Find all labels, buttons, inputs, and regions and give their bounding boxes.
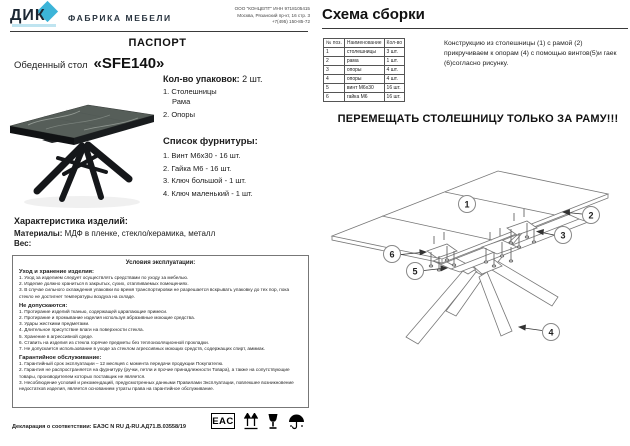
col-qty: Кол-во	[384, 39, 405, 48]
col-position: № поз.	[324, 39, 345, 48]
cell-name: винт М6х30	[344, 84, 384, 93]
table-row	[324, 48, 405, 57]
cell-name: рама	[344, 57, 384, 66]
condition-item: 7. Не допускается использование в уходе за стеклом агрессивных моющих средств, содержащих спирт, аммиак.	[19, 346, 266, 352]
callout-4: 4	[548, 327, 554, 338]
table-row	[324, 93, 405, 102]
section-items	[19, 361, 302, 392]
section-heading: Гарантийное обслуживание:	[19, 355, 102, 362]
cell-name: опоры	[344, 75, 384, 84]
condition-item: 3. Удары жесткими предметами.	[19, 321, 90, 327]
table-row	[324, 57, 405, 66]
materials-line	[14, 229, 312, 238]
packaging-symbols	[211, 410, 305, 432]
col-name: Наименование	[344, 39, 384, 48]
hardware-item: 3. Ключ большой - 1 шт.	[163, 176, 247, 185]
packages-label: Кол-во упаковок:	[163, 74, 240, 84]
condition-item: 5. Хранение в агрессивной среде.	[19, 333, 94, 339]
section-heading: Не допускаются:	[19, 302, 68, 309]
materials-label: Материалы:	[14, 229, 63, 238]
hardware-item: 2. Гайка М6 - 16 шт.	[163, 163, 232, 173]
table-row	[324, 66, 405, 75]
product-photo	[0, 98, 160, 213]
condition-item: 2. Гарантия не распространяется на фурнитуру (ручки, петли и прочие принадлежности Товара), а также на сопутствующие товары, производителем которых поставщик не является.	[19, 367, 290, 379]
callout-5: 5	[412, 266, 418, 277]
company-line: Москва, Рязанский пр-кт, 16 стр. 3	[237, 12, 310, 18]
declaration-of-conformity: Декларация о соответствии: ЕАЭС N RU Д-RU.АД71.В.03558/19	[12, 424, 186, 430]
materials-value: МДФ в пленке, стекло/керамика, металл	[64, 229, 216, 238]
assembly-title: Схема сборки	[322, 6, 628, 29]
cell-qty: 1 шт.	[384, 57, 405, 66]
this-way-up-icon	[244, 413, 258, 430]
product-type: Обеденный стол	[14, 60, 88, 71]
cell-qty: 16 шт.	[384, 93, 405, 102]
company-info	[218, 6, 310, 26]
weight-label: Вес:	[14, 239, 32, 248]
package-item: 2. Опоры	[163, 110, 195, 119]
packages-value: 2 шт.	[242, 74, 263, 84]
hardware-list	[163, 150, 313, 200]
product-name: «SFE140»	[93, 55, 165, 72]
conditions-warranty-section	[19, 355, 302, 392]
condition-item: 1. Гарантийный срок эксплуатации – 12 месяцев с момента передачи продукции Покупателю.	[19, 361, 224, 367]
company-line: ООО "КОНЦЕПТ" ИНН 9718105415	[234, 6, 310, 11]
brand-subtitle: ФАБРИКА МЕБЕЛИ	[68, 13, 172, 23]
package-item: Рама	[172, 97, 191, 106]
parts-table	[323, 38, 405, 102]
assembly-diagram	[330, 148, 630, 444]
section-items	[19, 309, 302, 352]
callout-3: 3	[560, 230, 566, 241]
fragile-glass-icon	[267, 413, 279, 430]
condition-item: 2. Протирание и промывание изделия используя абразивные моющие средства.	[19, 315, 196, 321]
product-title	[14, 55, 164, 72]
table-row	[324, 84, 405, 93]
cell-qty: 16 шт.	[384, 84, 405, 93]
assembly-warning: ПЕРЕМЕЩАТЬ СТОЛЕШНИЦУ ТОЛЬКО ЗА РАМУ!!!	[337, 113, 619, 125]
condition-item: 1. Протирание изделий тканью, содержащей царапающие примеси.	[19, 308, 168, 314]
conditions-care-section	[19, 269, 302, 300]
hardware-item: 1. Винт М6х30 - 16 шт.	[163, 151, 241, 160]
section-heading: Уход и хранение изделия:	[19, 269, 94, 275]
cell-position: 6	[324, 93, 345, 102]
callout-1: 1	[464, 199, 470, 210]
condition-item: 3. Несоблюдение условий и рекомендаций, предусмотренных данными Правилами Эксплуатации, повлекшее возникновение недостатков изделия, является основанием утраты права на гарантийное обслуживание.	[19, 379, 294, 392]
brand-mark	[10, 6, 62, 30]
conditions-notallowed-section	[19, 303, 302, 352]
parts-table-header-row	[324, 39, 405, 48]
keep-dry-umbrella-icon	[288, 413, 305, 430]
cell-qty: 4 шт.	[384, 75, 405, 84]
table-row	[324, 75, 405, 84]
cell-position: 3	[324, 66, 345, 75]
package-item: 1. Столешницы	[163, 87, 217, 96]
cell-name: столешницы	[344, 48, 384, 57]
condition-item: 1. Уход за изделием следует осуществлять средствами по уходу за мебелью.	[19, 275, 189, 280]
hardware-heading: Список фурнитуры:	[163, 136, 258, 147]
assembly-instruction: Конструкцию из столешницы (1) с рамой (2) прикручиваем к опорам (4) с помощью винтов(5)и гаек (6)согласно рисунку.	[444, 40, 617, 67]
condition-item: 3. В случае сильного охлаждения упаковки во время транспортировки не разрешается вскрывать упаковку до тех пор, пока стекло не достигнет температуры воздуха на складе.	[19, 287, 290, 299]
company-line: +7(495) 150-85-72	[271, 19, 310, 25]
characteristics-heading: Характеристика изделий:	[14, 216, 128, 226]
passport-title: ПАСПОРТ	[128, 37, 187, 49]
cell-qty: 3 шт.	[384, 48, 405, 57]
section-items	[19, 275, 302, 300]
cell-name: гайка М6	[344, 93, 384, 102]
cell-name: опоры	[344, 66, 384, 75]
cell-position: 4	[324, 75, 345, 84]
packages-heading	[163, 74, 313, 84]
cell-qty: 4 шт.	[384, 66, 405, 75]
condition-item: 6. Ставить на изделия из стекла горячие предметы без теплоизоляционной прокладки.	[19, 339, 210, 345]
cell-position: 1	[324, 48, 345, 57]
packages-section	[163, 74, 313, 200]
eac-mark-icon: EAC	[211, 413, 235, 429]
parts-table-body	[324, 48, 405, 102]
cell-position: 5	[324, 84, 345, 93]
condition-item: 2. Изделие должно храниться в закрытых, сухих, отапливаемых помещениях.	[19, 281, 189, 287]
callout-6: 6	[389, 249, 395, 260]
callout-2: 2	[588, 210, 594, 221]
condition-item: 4. Длительное присутствие влаги на поверхности стекла.	[19, 327, 144, 333]
hardware-item: 4. Ключ маленький - 1 шт.	[163, 188, 253, 198]
cell-position: 2	[324, 57, 345, 66]
brand-name: ДИК	[10, 7, 46, 24]
header-divider	[10, 31, 308, 32]
conditions-title: Условия эксплуатации:	[125, 260, 196, 266]
characteristics-section	[14, 216, 312, 248]
usage-conditions-box	[12, 255, 309, 408]
